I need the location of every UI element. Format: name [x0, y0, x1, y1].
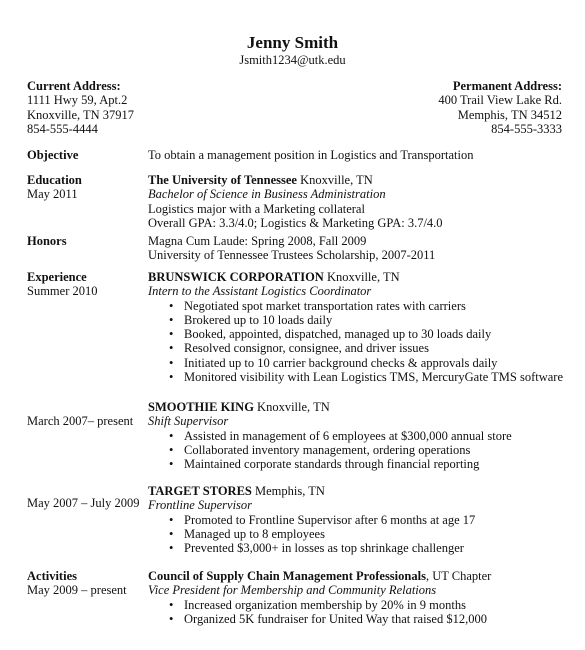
bullet-icon: •	[169, 611, 174, 626]
bullet-text: Prevented $3,000+ in losses as top shrinkage challenger	[184, 541, 464, 556]
job-date: March 2007– present	[27, 414, 134, 428]
activity-role: Vice President for Membership and Community Relations	[148, 583, 437, 598]
activities-label: Activities	[27, 569, 77, 583]
bullet-icon: •	[169, 457, 174, 472]
list-item	[148, 341, 568, 355]
permanent-address-phone: 854-555-3333	[491, 121, 562, 136]
list-item	[148, 612, 568, 626]
bullet-text: Managed up to 8 employees	[184, 526, 325, 541]
bullet-icon: •	[169, 442, 174, 457]
permanent-address	[438, 79, 562, 136]
honor-item: University of Tennessee Trustees Scholarship, 2007-2011	[148, 248, 436, 263]
list-item	[148, 598, 568, 612]
list-item	[148, 313, 568, 327]
job-entry	[148, 484, 568, 555]
job-title: Frontline Supervisor	[148, 498, 253, 513]
company-name: SMOOTHIE KING	[148, 400, 254, 414]
bullet-text: Promoted to Frontline Supervisor after 6 months at age 17	[184, 512, 476, 527]
objective-label: Objective	[27, 148, 79, 162]
bullet-icon: •	[169, 370, 174, 385]
bullet-icon: •	[169, 526, 174, 541]
list-item	[148, 541, 568, 555]
school-name: The University of Tennessee	[148, 173, 297, 187]
bullet-icon: •	[169, 355, 174, 370]
list-item	[148, 527, 568, 541]
job-company-line	[148, 484, 568, 498]
job-date: May 2007 – July 2009	[27, 496, 140, 510]
activity-bullets	[148, 598, 568, 627]
permanent-address-line: 400 Trail View Lake Rd.	[438, 93, 562, 108]
list-item	[148, 327, 568, 341]
job-entry	[148, 270, 568, 384]
bullet-icon: •	[169, 298, 174, 313]
list-item	[148, 429, 568, 443]
company-name: TARGET STORES	[148, 484, 252, 498]
list-item	[148, 443, 568, 457]
list-item	[148, 356, 568, 370]
bullet-text: Assisted in management of 6 employees at $300,000 annual store	[184, 428, 512, 443]
education-section	[148, 173, 568, 230]
bullet-text: Resolved consignor, consignee, and driver issues	[184, 341, 429, 356]
permanent-address-line: Memphis, TN 34512	[457, 107, 562, 122]
job-bullets	[148, 429, 568, 472]
job-company-line	[148, 270, 568, 284]
bullet-text: Collaborated inventory management, ordering operations	[184, 442, 471, 457]
activities-date: May 2009 – present	[27, 583, 127, 597]
list-item	[148, 370, 568, 384]
bullet-text: Organized 5K fundraiser for United Way that raised $12,000	[184, 611, 487, 626]
list-item	[148, 513, 568, 527]
company-location: Memphis, TN	[251, 484, 325, 498]
list-item	[148, 457, 568, 471]
education-date: May 2011	[27, 187, 78, 201]
honor-item: Magna Cum Laude: Spring 2008, Fall 2009	[148, 234, 367, 248]
candidate-name: Jenny Smith	[246, 33, 339, 52]
bullet-text: Maintained corporate standards through financial reporting	[184, 457, 480, 472]
bullet-icon: •	[169, 327, 174, 342]
bullet-text: Booked, appointed, dispatched, managed up to 30 loads daily	[184, 327, 492, 342]
list-item	[148, 299, 568, 313]
job-title: Intern to the Assistant Logistics Coordinator	[148, 284, 372, 299]
job-company-line	[148, 400, 568, 414]
education-school-line	[148, 173, 568, 187]
org-name: Council of Supply Chain Management Professionals	[148, 569, 426, 583]
bullet-icon: •	[169, 597, 174, 612]
current-address-line: Knoxville, TN 37917	[27, 107, 135, 122]
bullet-text: Brokered up to 10 loads daily	[184, 312, 333, 327]
bullet-icon: •	[169, 341, 174, 356]
education-label: Education	[27, 173, 82, 187]
objective-text: To obtain a management position in Logistics and Transportation	[148, 148, 474, 162]
job-title: Shift Supervisor	[148, 414, 229, 429]
education-detail: Overall GPA: 3.3/4.0; Logistics & Marketing GPA: 3.7/4.0	[148, 215, 443, 230]
job-entry	[148, 400, 568, 471]
bullet-icon: •	[169, 312, 174, 327]
current-address	[27, 79, 134, 136]
permanent-address-title: Permanent Address:	[452, 79, 562, 93]
bullet-text: Initiated up to 10 carrier background checks & approvals daily	[184, 355, 498, 370]
company-name: BRUNSWICK CORPORATION	[148, 270, 324, 284]
candidate-email: Jsmith1234@utk.edu	[239, 53, 346, 67]
company-location: Knoxville, TN	[323, 270, 400, 284]
bullet-icon: •	[169, 428, 174, 443]
company-location: Knoxville, TN	[253, 400, 330, 414]
current-address-title: Current Address:	[27, 79, 121, 93]
job-bullets	[148, 513, 568, 556]
honors-section	[148, 234, 568, 263]
org-suffix: , UT Chapter	[425, 569, 492, 583]
current-address-phone: 854-555-4444	[27, 121, 98, 136]
current-address-line: 1111 Hwy 59, Apt.2	[27, 93, 128, 108]
activity-org-line	[148, 569, 568, 583]
bullet-icon: •	[169, 541, 174, 556]
honors-label: Honors	[27, 234, 67, 248]
school-location: Knoxville, TN	[296, 173, 373, 187]
bullet-icon: •	[169, 512, 174, 527]
activity-entry	[148, 569, 568, 626]
job-bullets	[148, 299, 568, 385]
education-detail: Logistics major with a Marketing collateral	[148, 201, 365, 216]
bullet-text: Increased organization membership by 20% in 9 months	[184, 597, 466, 612]
experience-label: Experience	[27, 270, 87, 284]
resume-header	[0, 33, 585, 67]
bullet-text: Negotiated spot market transportation rates with carriers	[184, 298, 466, 313]
job-date: Summer 2010	[27, 284, 98, 298]
degree: Bachelor of Science in Business Administration	[148, 187, 386, 202]
bullet-text: Monitored visibility with Lean Logistics TMS, MercuryGate TMS software	[184, 370, 564, 385]
